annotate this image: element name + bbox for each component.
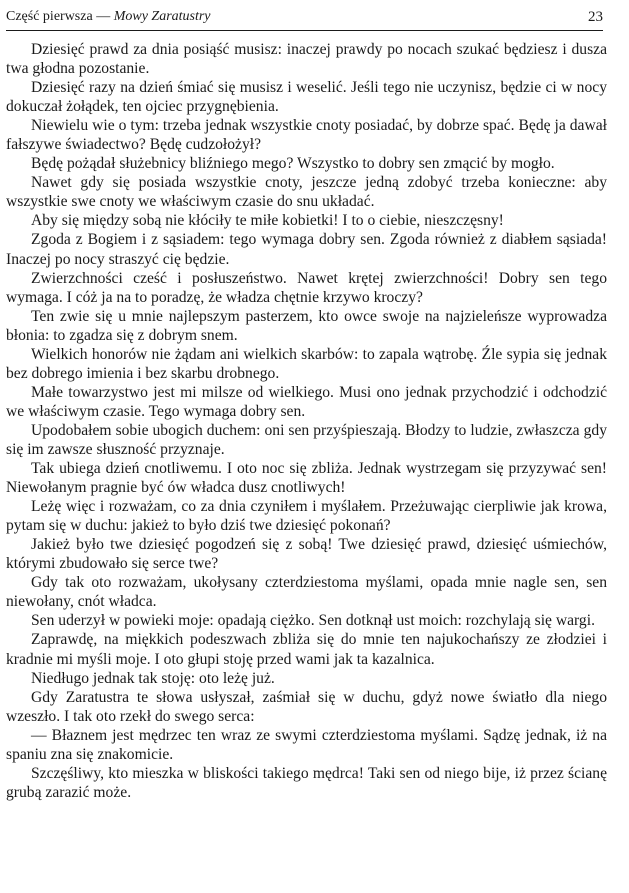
paragraph-6: Aby się między sobą nie kłóciły te miłe kobietki! I to o ciebie, nieszczęsny! <box>31 212 504 230</box>
paragraph-10: Wielkich honorów nie żądam ani wielkich skarbów: to zapala wątrobę. Źle sypia się jednak bez dobrego imienia i bez skarbu drobnego. <box>6 345 607 382</box>
paragraph-7: Zgoda z Bogiem i z sąsiadem: tego wymaga dobry sen. Zgoda również z diabłem sąsiada! Inaczej po nocy straszyć cię będzie. <box>6 231 607 268</box>
header-separator: — <box>96 9 111 24</box>
paragraph-14: Leżę więc i rozważam, co za dnia czyniłem i myślałem. Przeżuwając cierpliwie jak krowa, pytam się w duchu: jakież to było dziś twe dziesięć pokonań? <box>6 498 607 535</box>
paragraph-13: Tak ubiega dzień cnotliwemu. I oto noc się zbliża. Jednak wystrzegam się przyzywać sen! Niewołanym pragnie być ów władca dusz cnotliwych! <box>6 460 607 497</box>
paragraph-12: Upodobałem sobie ubogich duchem: oni sen przyśpieszają. Błodzy to ludzie, zwłaszcza gdy się im zawsze słuszność przyznaje. <box>6 421 607 458</box>
paragraph-18: Zaprawdę, na miękkich podeszwach zbliża się do mnie ten najukochańszy ze złodziei i kradnie mi myśli moje. I oto głupi stoję przed wami jak ta kazalnica. <box>6 631 607 668</box>
part-label: Część pierwsza <box>6 9 93 24</box>
paragraph-20: Gdy Zaratustra te słowa usłyszał, zaśmiał się w duchu, gdyż nowe światło dla niego wzeszło. I tak oto rzekł do swego serca: <box>6 688 607 725</box>
running-head <box>6 6 603 28</box>
paragraph-21: — Błaznem jest mędrzec ten wraz ze swymi czterdziestoma myślami. Sądzę jednak, iż na spaniu zna się znakomicie. <box>6 726 607 763</box>
header-rule <box>6 30 603 31</box>
paragraph-2: Dziesięć razy na dzień śmiać się musisz i weselić. Jeśli tego nie uczynisz, będzie ci w nocy dokuczał żołądek, ten ojciec przygnębienia. <box>6 79 607 116</box>
paragraph-15: Jakież było twe dziesięć pogodzeń się z sobą! Twe dziesięć prawd, dziesięć uśmiechów, którymi zbudowało się serce twe? <box>6 536 607 573</box>
paragraph-1: Dziesięć prawd za dnia posiąść musisz: inaczej prawdy po nocach szukać będziesz i dusza twa głodna pozostanie. <box>6 41 607 78</box>
paragraph-5: Nawet gdy się posiada wszystkie cnoty, jeszcze jedną zdobyć trzeba konieczne: aby wszystkie swe cnoty we właściwym czasie do snu układać. <box>6 174 607 211</box>
book-title: Mowy Zaratustry <box>113 9 211 24</box>
paragraph-11: Małe towarzystwo jest mi milsze od wielkiego. Musi ono jednak przychodzić i odchodzić we właściwym czasie. Tego wymaga dobry sen. <box>6 383 607 420</box>
body-text <box>6 40 607 802</box>
paragraph-4: Będę pożądał służebnicy bliźniego mego? Wszystko to dobry sen zmącić by mogło. <box>31 155 555 173</box>
running-head-left <box>6 6 211 28</box>
paragraph-8: Zwierzchności cześć i posłuszeństwo. Nawet krętej zwierzchności! Dobry sen tego wymaga. I cóż ja na to poradzę, że władza chętnie krzywo kroczy? <box>6 269 607 306</box>
paragraph-16: Gdy tak oto rozważam, ukołysany czterdziestoma myślami, opada mnie nagle sen, sen niewołany, cnót władca. <box>6 574 607 611</box>
paragraph-19: Niedługo jednak tak stoję: oto leżę już. <box>31 669 275 687</box>
page-number: 23 <box>588 9 603 25</box>
paragraph-17: Sen uderzył w powieki moje: opadają ciężko. Sen dotknął ust moich: rozchylają się wargi. <box>31 612 595 630</box>
paragraph-22: Szczęśliwy, kto mieszka w bliskości takiego mędrca! Taki sen od niego bije, iż przez ścianę grubą zarazić może. <box>6 764 607 801</box>
paragraph-3: Niewielu wie o tym: trzeba jednak wszystkie cnoty posiadać, by dobrze spać. Będę ja dawał fałszywe świadectwo? Będę cudzołożył? <box>6 117 607 154</box>
paragraph-9: Ten zwie się u mnie najlepszym pasterzem, kto owce swoje na najzieleńsze wyprowadza błonia: to zgadza się z dobrym snem. <box>6 307 607 344</box>
